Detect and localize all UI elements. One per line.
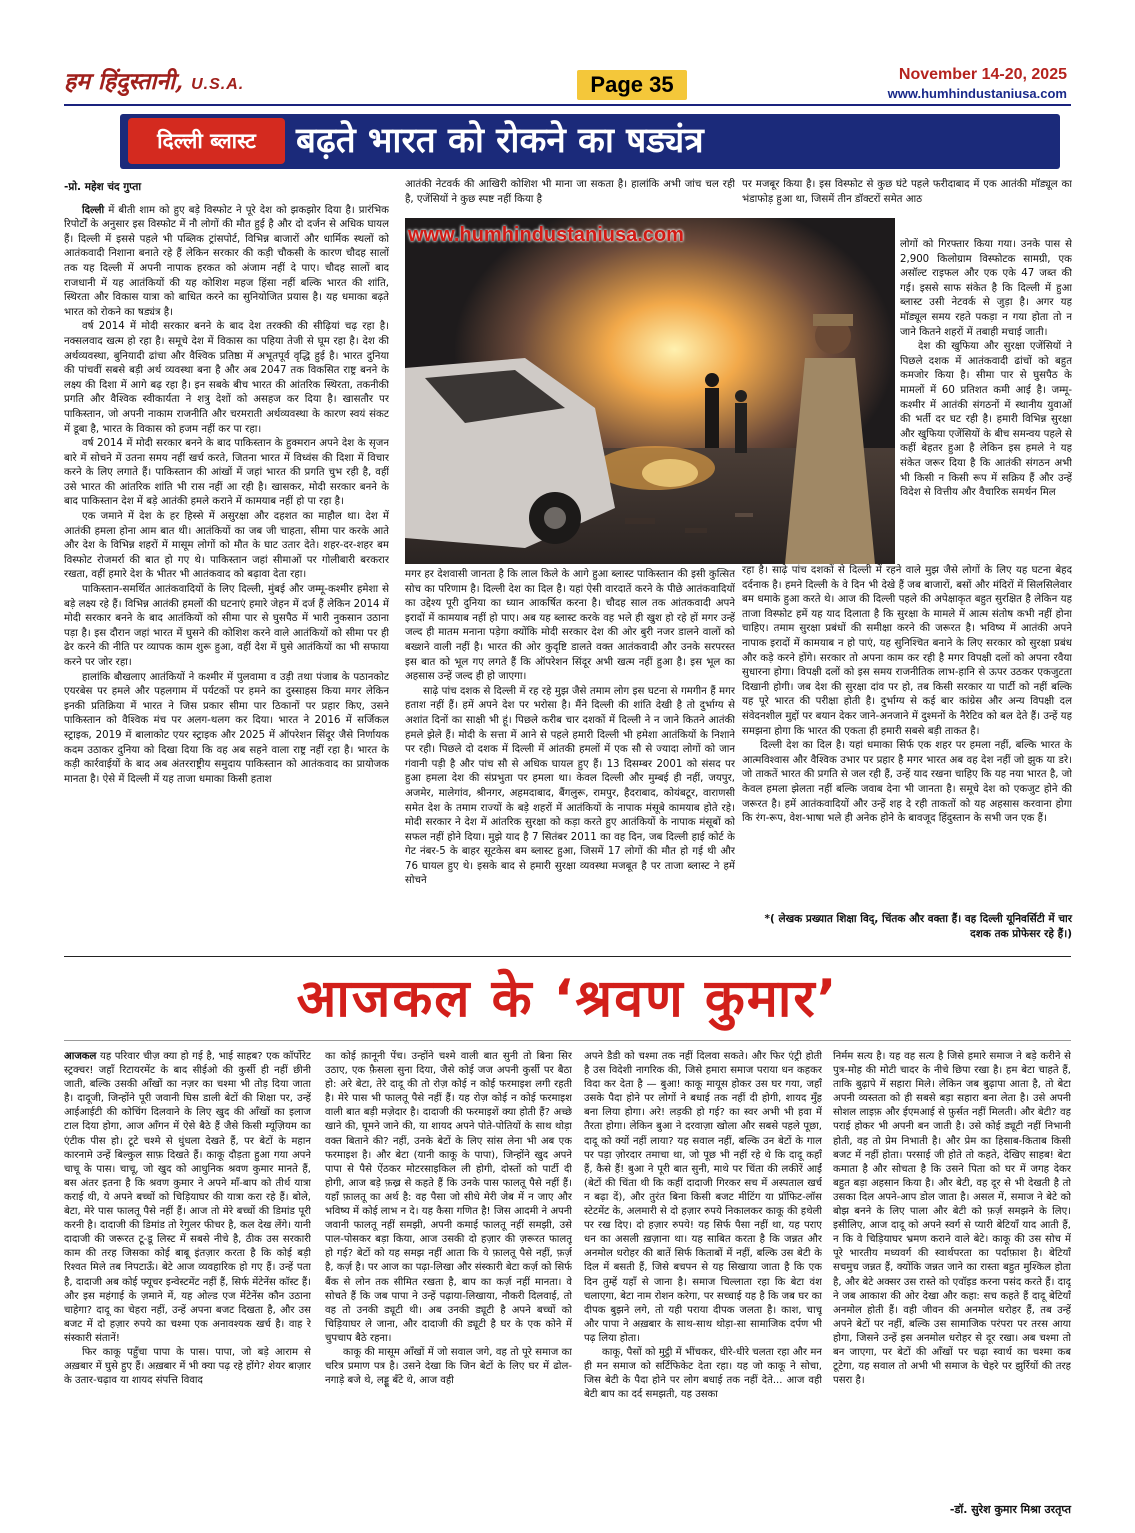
paragraph: आतंकी नेटवर्क की आखिरी कोशिश भी माना जा सकता है। हालांकि अभी जांच चल रही है, एजेंसियों ने कुछ स्पष्ट नहीं किया है <box>405 179 735 205</box>
paragraph: देश की खुफिया और सुरक्षा एजेंसियों ने पिछले दशक में आतंकवादी ढांचों को बहुत कमजोर किया है। सीमा पार से घुसपैठ के मामलों में 60 प्रतिशत कमी आई है। जम्मू-कश्मीर में आतंकी संगठनों में स्थानीय युवाओं की भर्ती दर घट रही है। हमारी विभिन्न सुरक्षा और खुफिया एजेंसियों के बीच समन्वय पहले से कहीं बेहतर हुआ है लेकिन इस हमले ने यह संकेत जरूर दिया है कि आतंकी संगठन अभी भी किसी न किसी रूप में सक्रिय हैं और उन्हें विदेश से वित्तीय और वैचारिक समर्थन मिल <box>900 341 1072 499</box>
paragraph: साढ़े पांच दशक से दिल्ली में रह रहे मुझ जैसे तमाम लोग इस घटना से गमगीन हैं मगर हताश नहीं हैं। हमें अपने देश पर भरोसा है। मैंने दिल्ली की शांति देखी है तो दुर्भाग्य से अशांत दिनों का साक्षी भी हूं। पिछले करीब चार दशकों में दिल्ली ने न जाने कितने आतंकी हमले झेले हैं। मोदी के सत्ता में आने से पहले हमारी दिल्ली भी हमेशा आतंकियों के निशाने पर रही। पिछले दो दशक में दिल्ली में आंतकी हमलों में एक सौ से ज्यादा लोगों को जान गंवानी पड़ी है और पांच सौ से अधिक घायल हुए हैं। 13 दिसम्बर 2001 को संसद पर हुआ हमला देश की संप्रभुता पर हमला था। केवल दिल्ली और मुम्बई ही नहीं, जयपुर, अजमेर, मालेगांव, श्रीनगर, अहमदाबाद, बैंगलुरू, रामपुर, हैदराबाद, कोयंबटूर, वाराणसी समेत देश के तमाम राज्यों के बड़े शहरों में आतंकियों के नापाक मंसूबे कामयाब होते रहे। मोदी सरकार ने देश में आंतरिक सुरक्षा को कड़ा करते हुए आतंकियों के नापाक मंसूबों को सफल नहीं होने दिया। मुझे याद है 7 सितंबर 2011 का वह दिन, जब दिल्ली हाई कोर्ट के गेट नंबर-5 के बाहर सूटकेस बम ब्लास्ट हुआ, जिसमें 17 लोगों की मौत हो गई थी और 76 घायल हुए थे। इसके बाद से हमारी सुरक्षा व्यवस्था मजबूत है पर ताजा ब्लास्ट ने हमें सोचने <box>405 685 735 887</box>
paragraph: में बीती शाम को हुए बड़े विस्फोट ने पूरे देश को झकझोर दिया है। प्रारंभिक रिपोर्टों के अनुसार इस विस्फोट में नौ लोगों की मौत हुई है और दो दर्जन से अधिक घायल हैं। दिल्ली में इससे पहले भी पब्लिक ट्रांसपोर्ट, विभिन्न बाजारों और धार्मिक स्थलों को आतंकवादी निशाना बनाते रहे हैं लेकिन सरकार की कड़ी चौकसी के कारण चौदह सालों तक यह दिल्ली में अपनी नापाक हरकत को अंजाम नहीं दे पाए। चौदह सालों बाद राजधानी में यह आतंकियों की यह कोशिश महज हिंसा नहीं बल्कि भारत की शांति, स्थिरता और विकास यात्रा को बाधित करने का सुनियोजित प्रयास है। यह धमाका बढ़ते भारत को रोकने का षड्यंत्र है। <box>64 204 389 318</box>
paragraph: वर्ष 2014 में मोदी सरकार बनने के बाद देश तरक्की की सीढ़ियां चढ़ रहा है। नक्सलवाद खत्म हो रहा है। समूचे देश में विकास का पहिया तेजी से घूम रहा है। देश की अर्थव्यवस्था, बुनियादी ढांचा और वैश्विक प्रतिष्ठा में अभूतपूर्व वृद्धि हुई है। भारत दुनिया की पांचवीं सबसे बड़ी अर्थ व्यवस्था बना है और अब 2047 तक विकसित राष्ट्र बनने के लक्ष्य की दिशा में आगे बढ़ रहा है। इन सबके बीच भारत की आंतरिक स्थिरता, तकनीकी प्रगति और वैश्विक स्वीकार्यता ने शत्रु देशों को असहज कर दिया है। खासतौर पर पाकिस्तान, जो अपनी नाकाम राजनीति और चरमराती अर्थव्यवस्था के कारण स्वयं संकट में डूबा है, भारत के विकास को हजम नहीं कर पा रहा। <box>64 321 389 435</box>
article2-rule <box>64 1040 1071 1041</box>
article2-column1 <box>64 1050 311 1520</box>
paragraph: वर्ष 2014 में मोदी सरकार बनने के बाद पाकिस्तान के हुक्मरान अपने देश के सृजन बारे में सोचने में उतना समय नहीं खर्च करते, जितना भारत में विध्वंस की दिशा में विचार करने के लिए लगाते हैं। पाकिस्तान की आंखों में जहां भारत की प्रगति चुभ रही है, वहीं उसे भारत की आंतरिक शांति भी रास नहीं आ रही है। खासकर, मोदी सरकार बनने के बाद पाकिस्तान देश में बड़े आतंकी हमले कराने में कामयाब नहीं हो पा रहा है। <box>64 438 389 508</box>
headline-kicker: दिल्ली ब्लास्ट <box>128 118 285 164</box>
blast-scene-illustration <box>405 218 895 564</box>
masthead <box>0 0 1135 110</box>
blast-scene-photo <box>405 218 895 564</box>
photo-watermark-url: www.humhindustaniusa.com <box>408 224 684 246</box>
paragraph: फिर काकू पहुँचा पापा के पास। पापा, जो बड़े आराम से अख़बार में घुसे हुए हैं। अख़बार में भी क्या पढ़ रहे होंगे? शेयर बाज़ार के उतार-चढ़ाव या शायद संपत्ति विवाद <box>64 1346 311 1387</box>
paragraph: काकू, पैसों को मुट्ठी में भींचकर, धीरे-धीरे चलता रहा और मन ही मन समाज को सर्टिफिकेट देता रहा। यह जो काकू ने सोचा, जिस बेटी के पैदा होने पर लोग बधाई तक नहीं देते... आज वही बेटी बाप का दर्द समझती, यह उसका <box>584 1346 822 1401</box>
paragraph: पर मजबूर किया है। इस विस्फोट से कुछ घंटे पहले फरीदाबाद में एक आतंकी मॉड्यूल का भंडाफोड़ हुआ था, जिसमें तीन डॉक्टरों समेत आठ <box>742 179 1072 205</box>
paragraph: लोगों को गिरफ्तार किया गया। उनके पास से 2,900 किलोग्राम विस्फोटक सामग्री, एक असॉल्ट राइफल और एक एके 47 जब्त की गई। इससे साफ संकेत है कि दिल्ली में हुआ ब्लास्ट उसी नेटवर्क से जुड़ा है। अगर यह मॉड्यूल समय रहते पकड़ा न गया होता तो न जाने कितने शहरों में तबाही मचाई जाती। <box>900 239 1072 338</box>
page-number: Page 35 <box>577 70 687 100</box>
paragraph: निर्मम सत्य है। यह वह सत्य है जिसे हमारे समाज ने बड़े करीने से पुत्र-मोह की मोटी चादर के नीचे छिपा रखा है। हम बेटा चाहते हैं, ताकि बुढ़ापे में सहारा मिले। लेकिन जब बुढ़ापा आता है, तो बेटा अपनी व्यस्तता को ही सबसे बड़ा सहारा बना लेता है। उसे अपनी सोशल लाइफ़ और ईएमआई से फ़ुर्सत नहीं मिलती। और बेटी? वह पराई होकर भी अपनी बन जाती है। उसे कोई ड्यूटी नहीं निभानी होती, वह तो प्रेम निभाती है। और प्रेम का हिसाब-किताब किसी बजट में नहीं होता। परसाई जी होते तो कहते, देखिए साहब! बेटा कमाता है और सोचता है कि उसने पिता को घर में जगह देकर बहुत बड़ा अहसान किया है। और बेटी, वह दूर से भी देखती है तो उसका दिल अपने-आप डोल जाता है। असल में, समाज ने बेटे को बोझ बनने के लिए पाला और बेटी को फ़र्ज़ समझने के लिए। इसीलिए, आज दादू को अपने स्वर्ग से प्यारी बेटियाँ याद आती हैं, न कि वे चिड़ियाघर भ्रमण कराने वाले बेटे। काकू की उस सोच में पूरे भारतीय मध्यवर्ग की स्वार्थपरता का पर्दाफ़ाश है। बेटियाँ सचमुच जन्नत हैं, क्योंकि जन्नत जाने का रास्ता बहुत मुश्किल होता है, और बेटे अक्सर उस रास्ते को एवॉइड करना पसंद करते हैं। दादू ने जब आकाश की ओर देखा और कहा: सच कहते हैं दादू बेटियाँ अनमोल होती हैं। वही जीवन की अनमोल धरोहर हैं, तब उन्हें अपने बेटों पर नहीं, बल्कि उस सामाजिक परंपरा पर तरस आया होगा, जिसने उन्हें इस अनमोल धरोहर से दूर रखा। अब चश्मा तो बन जाएगा, पर बेटों की आँखों पर चढ़ा स्वार्थ का चश्मा कब टूटेगा, यह सवाल तो अभी भी समाज के चेहरे पर झुर्रियों की तरह पसरा है। <box>833 1051 1071 1387</box>
paragraph: अपने डैडी को चश्मा तक नहीं दिलवा सकते। और फिर एंट्री होती है उस विदेशी नागरिक की, जिसे हमारा समाज पराया धन कहकर विदा कर देता है — बुआ! काकू मायूस होकर उस घर गया, जहाँ उसके पैदा होने पर लोगों ने बधाई तक नहीं दी होगी, शायद मुँह बना लिया होगा। अरे! लड़की हो गई? का स्वर अभी भी हवा में तैरता होगा। लेकिन बुआ ने दरवाज़ा खोला और सबसे पहले पूछा, दादू को क्यों नहीं लाया? यह सवाल नहीं, बल्कि उन बेटों के गाल पर पड़ा ज़ोरदार तमाचा था, जो पूछ भी नहीं रहे थे कि दादू कहाँ हैं, कैसे हैं! बुआ ने पूरी बात सुनी, माथे पर चिंता की लकीरें आईं (बेटों की चिंता थी कि कहीं दादाजी गिरकर सच में अस्पताल खर्च न बढ़ा दें), और तुरंत बिना किसी बजट मीटिंग या प्रॉफिट-लॉस स्टेटमेंट के, अलमारी से दो हज़ार रुपये निकालकर काकू की हथेली पर रख दिए। दो हज़ार रुपये! यह सिर्फ पैसा नहीं था, यह पराए धन का असली ख़ज़ाना था। यह साबित करता है कि जन्नत और अनमोल धरोहर की बातें सिर्फ किताबों में नहीं, बल्कि उस बेटी के दिल में बसती हैं, जिसे बचपन से यह सिखाया जाता है कि एक दिन तुम्हें यहाँ से जाना है। समाज चिल्लाता रहा कि बेटा वंश चलाएगा, बेटा नाम रोशन करेगा, पर सच्चाई यह है कि जब घर का दीपक बुझने लगे, तो यही पराया दीपक जलता है। काश, चाचू और पापा ने अख़बार के साथ-साथ थोड़ा-सा सामाजिक दर्पण भी पढ़ लिया होता। <box>584 1051 822 1344</box>
article1-column2-bottom <box>405 568 735 948</box>
section-divider <box>64 956 1071 957</box>
headline-title: बढ़ते भारत को रोकने का षड्यंत्र <box>296 121 704 161</box>
article2-headline: आजकल के ‘श्रवण कुमार’ <box>296 969 839 1029</box>
article1-column3-bottom <box>742 564 1072 904</box>
masthead-rule <box>64 104 1071 106</box>
article2-author: -डॉ. सुरेश कुमार मिश्रा उरतृप्त <box>949 1503 1071 1516</box>
website-url[interactable]: www.humhindustaniusa.com <box>887 86 1067 101</box>
article2-column2 <box>325 1050 572 1520</box>
article2-lead-word: आजकल <box>64 1051 97 1062</box>
paragraph: काकू की मासूम आँखों में जो सवाल जगे, वह तो पूरे समाज का चरित्र प्रमाण पत्र है। उसने देखा कि जिन बेटों के लिए घर में ढोल-नगाड़े बजे थे, लड्डू बँटे थे, आज वही <box>325 1346 572 1387</box>
paragraph: रहा है। साढ़े पांच दशकों से दिल्ली में रहने वाले मुझ जैसे लोगों के लिए यह घटना बेहद दर्दनाक है। हमने दिल्ली के वे दिन भी देखे हैं जब बाजारों, बसों और मंदिरों में सिलसिलेवार बम धमाके हुआ करते थे। आज की दिल्ली पहले की अपेक्षाकृत बहुत सुरक्षित है लेकिन यह ताजा विस्फोट हमें यह याद दिलाता है कि सुरक्षा के मामले में आत्म संतोष कभी नहीं होना चाहिए। तमाम सुरक्षा प्रबंधों की समीक्षा करने की जरूरत है। भविष्य में आतंकी अपने नापाक इरादों में कामयाब न हो पाएं, यह सुनिश्चित बनाने के लिए सरकार को सुरक्षा प्रबंध और कड़े करने होंगे। सरकार तो अपना काम कर रही है मगर विपक्षी दलों को अपना रवैया सुधारना होगा। विपक्षी दलों को इस समय राजनीतिक लाभ-हानि से ऊपर उठकर एकजुटता दिखानी होगी। जब देश की सुरक्षा दांव पर हो, तब किसी सरकार या पार्टी को नहीं बल्कि यह पूरे भारत की परीक्षा होती है। दुर्भाग्य से कई बार कांग्रेस और अन्य विपक्षी दल संवेदनशील मुद्दों पर बयान देकर जाने-अनजाने में दुश्मनों के नैरेटिव को बल देते हैं। उन्हें यह समझना होगा कि भारत की एकता ही हमारी सबसे बड़ी ताकत है। <box>742 565 1072 737</box>
article2-column4 <box>833 1050 1071 1502</box>
paragraph: यह परिवार चीज़ क्या हो गई है, भाई साहब? एक कॉर्पोरेट स्ट्रक्चर! जहाँ रिटायरमेंट के बाद सीईओ की कुर्सी ही नहीं छीनी जाती, बल्कि उसकी आँखों का नज़र का चश्मा भी तोड़ दिया जाता है। दादूजी, जिन्होंने पूरी जवानी घिस डाली बेटों की शिक्षा पर, उन्हें आईआईटी की कोचिंग दिलवाने के लिए खुद की आँखों का इलाज टाल दिया होगा, आज आँगन में ऐसे बैठे हैं जैसे किसी म्यूज़ियम का एंटीक पीस हो। टूटे चश्मे से धुंधला देखते हैं, पर बेटों के महान कारनामे उन्हें बिल्कुल साफ़ दिखते हैं। काकू दौड़ता हुआ गया अपने चाचू के पास। चाचू, जो खुद को आधुनिक श्रवण कुमार मानते हैं, बस अंतर इतना है कि श्रवण कुमार ने अपने माँ-बाप को तीर्थ यात्रा कराई थी, ये अपने बच्चों को चिड़ियाघर की यात्रा करा रहे हैं। बोले, बेटा, मेरे पास फालतू पैसे नहीं हैं। आज तो मेरे बच्चों की डिमांड पूरी करनी है। दादाजी की डिमांड तो रेगुलर फीचर है, कल देख लेंगे। यानी दादाजी की जरूरत टू-डू लिस्ट में सबसे नीचे है, ठीक उस सरकारी काम की तरह जिसका कोई बाबू इंतज़ार करता है कि कोई बड़ी रिश्वत मिले तब निपटाऊँ। बेटे आज व्यवहारिक हो गए हैं। उन्हें पता है, दादाजी अब कोई फ्यूचर इन्वेस्टमेंट नहीं हैं, सिर्फ मेंटेनेंस कॉस्ट हैं। और इस महंगाई के ज़माने में, यह ओल्ड एज मेंटेनेंस कौन उठाना चाहेगा? दादू का चेहरा नहीं, उन्हें अपना बजट दिखता है, और उस बजट में दो हज़ार रुपये का चश्मा एक अनावश्यक खर्च है। वाह रे संस्कारी संतानें! <box>64 1051 311 1344</box>
paragraph: हालांकि बौखलाए आतंकियों ने कश्मीर में पुलवामा व उड़ी तथा पंजाब के पठानकोट एयरबेस पर हमले और पहलगाम में पर्यटकों पर हमने का दुस्साहस किया मगर लेकिन इनकी प्रतिक्रिया में भारत ने जिस प्रकार सीमा पार ठिकानों पर प्रहार किए, उसने पाकिस्तान को वैश्विक मंच पर अलग-थलग कर दिया। भारत ने 2016 में सर्जिकल स्ट्राइक, 2019 में बालाकोट एयर स्ट्राइक और 2025 में ऑपरेशन सिंदूर जैसे निर्णायक कदम उठाकर दुनिया को दिखा दिया कि वह अब सहने वाला राष्ट्र नहीं रहा है। भारत के कड़ी कार्रवाईयों के बाद अब अंतरराष्ट्रीय समुदाय पाकिस्तान को आतंकवाद का प्रायोजक मानता है। ऐसे में दिल्ली में यह ताजा धमाका किसी हताश <box>64 671 389 785</box>
article1-author-note: *( लेखक प्रख्यात शिक्षा विद्, चिंतक और वक्ता हैं। वह दिल्ली यूनिवर्सिटी में चार दशक तक प्रोफेसर रहे हैं।) <box>764 913 1072 940</box>
article1-column1 <box>64 180 389 942</box>
paragraph: का कोई क़ानूनी पेंच। उन्होंने चश्मे वाली बात सुनी तो बिना सिर उठाए, एक फ़ैसला सुना दिया, जैसे कोई जज अपनी कुर्सी पर बैठा हो: अरे बेटा, तेरे दादू की तो रोज़ कोई न कोई फरमाइश लगी रहती है। मेरे पास भी फालतू पैसे नहीं हैं। यह रोज़ कोई न कोई फरमाइश वाली बात बड़ी मज़ेदार है। दादाजी की फरमाइशें क्या होती हैं? अच्छे खाने की, घूमने जाने की, या शायद अपने पोते-पोतियों के साथ थोड़ा वक्त बिताने की? नहीं, उनके बेटों के लिए सांस लेना भी अब एक फरमाइश है। और बेटा (यानी काकू के पापा), जिन्होंने खुद अपने पापा से पैसे ऐंठकर मोटरसाइकिल ली होगी, दोस्तों को पार्टी दी होगी, आज बड़े फ़ख्र से कहते हैं कि उनके पास फालतू पैसे नहीं हैं। यहाँ फ़ालतू का अर्थ है: वह पैसा जो सीधे मेरी जेब में न जाए और भविष्य में कोई लाभ न दे। यह कैसा गणित है! जिस आदमी ने अपनी जवानी फालतू नहीं समझी, अपनी कमाई फालतू नहीं समझी, उसे पाल-पोसकर बड़ा किया, आज उसकी दो हज़ार की ज़रूरत फालतू हो गई? बेटों को यह समझ नहीं आता कि ये फ़ालतू पैसे नहीं, फ़र्ज़ है, कर्ज़ है। पर आज का पढ़ा-लिखा और संस्कारी बेटा कर्ज़ को सिर्फ बैंक से लोन तक सीमित रखता है, बाप का कर्ज़ नहीं मानता। वे सोचते हैं कि जब पापा ने उन्हें पढ़ाया-लिखाया, नौकरी दिलवाई, तो वह तो उनकी ड्यूटी थी। अब उनकी ड्यूटी है अपने बच्चों को चिड़ियाघर ले जाना, और दादाजी की ड्यूटी है घर के एक कोने में चुपचाप बैठे रहना। <box>325 1051 572 1344</box>
paragraph: एक जमाने में देश के हर हिस्से में असुरक्षा और दहशत का माहौल था। देश में आतंकी हमला होना आम बात थी। आतंकियों का जब जी चाहता, सीमा पार करके आते और देश के विभिन्न शहरों में मासूम लोगों को मौत के घाट उतार देते। शहर-दर-शहर बम विस्फोट रोजमर्रा की बात हो गए थे। पाकिस्तान जहां सीमाओं पर गोलीबारी बरकरार रखता, वहीं हमारे देश के भीतर भी आतंकवाद को बढ़ावा देता रहा। <box>64 511 389 581</box>
brand-suffix: U.S.A. <box>191 76 245 93</box>
article1-author: -प्रो. महेश चंद गुप्ता <box>64 181 142 193</box>
brand-name: हम हिंदुस्तानी, U.S.A. <box>64 68 245 95</box>
issue-date: November 14-20, 2025 <box>898 66 1067 83</box>
article1-column2-top <box>405 178 735 218</box>
paragraph: पाकिस्तान-समर्थित आतंकवादियों के लिए दिल्ली, मुंबई और जम्मू-कश्मीर हमेशा से बड़े लक्ष्य रहे हैं। विभिन्न आतंकी हमलों की घटनाएं हमारे जेहन में दर्ज हैं लेकिन 2014 में मोदी सरकार बनने के बाद आतंकियों को सीमा पार से घुसपैठ में भारी नुकसान उठाना पड़ा है। इस दौरान जहां भारत में घुसने की कोशिश करने वाले आतंकियों को सीमा पर ही ढेर करने की नीति पर व्यापक काम शुरू हुआ, वहीं देश में घुसे आतंकियों का भी सफाया करने पर जोर रहा। <box>64 584 389 668</box>
article1-lead-word: दिल्ली <box>82 204 105 216</box>
paragraph: मगर हर देशवासी जानता है कि लाल किले के आगे हुआ ब्लास्ट पाकिस्तान की इसी कुत्सित सोच का परिणाम है। दिल्ली देश का दिल है। यहां ऐसी वारदातें करने के पीछे आतंकवादियों का उद्देश्य पूरी दुनिया का ध्यान आकर्षित करना है। चौदह साल तक आंतकवादी अपने इरादों में कामयाब नहीं हो पाए। अब यह ब्लास्ट करके वह भले ही खुश हो रहे हों मगर उन्हें जल्द ही मातम मनाना पड़ेगा क्योंकि मोदी सरकार देश की ओर बुरी नजर डालने वालों को बख्शने वाली नहीं है। भारत की ओर कुदृष्टि डालते वक्त आतंकवादी और उनके सरपरस्त इस बात को भूल गए लगते हैं कि ऑपरेशन सिंदूर अभी खत्म नहीं हुआ है। इस भूल का अहसास उन्हें जल्द ही हो जाएगा। <box>405 569 735 683</box>
article1-column3-side <box>900 238 1072 558</box>
article2-column3 <box>584 1050 822 1520</box>
paragraph: दिल्ली देश का दिल है। यहां धमाका सिर्फ एक शहर पर हमला नहीं, बल्कि भारत के आत्मविश्वास और वैश्विक उभार पर प्रहार है मगर भारत अब वह देश नहीं जो झुक या डरे। जो ताकतें भारत की प्रगति से जल रही हैं, उन्हें याद रखना चाहिए कि यह नया भारत है, जो केवल हमला झेलता नहीं बल्कि जवाब देना भी जानता है। समूचे देश को एकजुट होने की जरूरत है। हमें आतंकवादियों और उन्हें शह दे रही ताकतों को यह अहसास करवाना होगा कि रंग-रूप, वेश-भाषा भले ही अनेक होने के बावजूद हिंदुस्तान के सभी जन एक हैं। <box>742 740 1072 825</box>
